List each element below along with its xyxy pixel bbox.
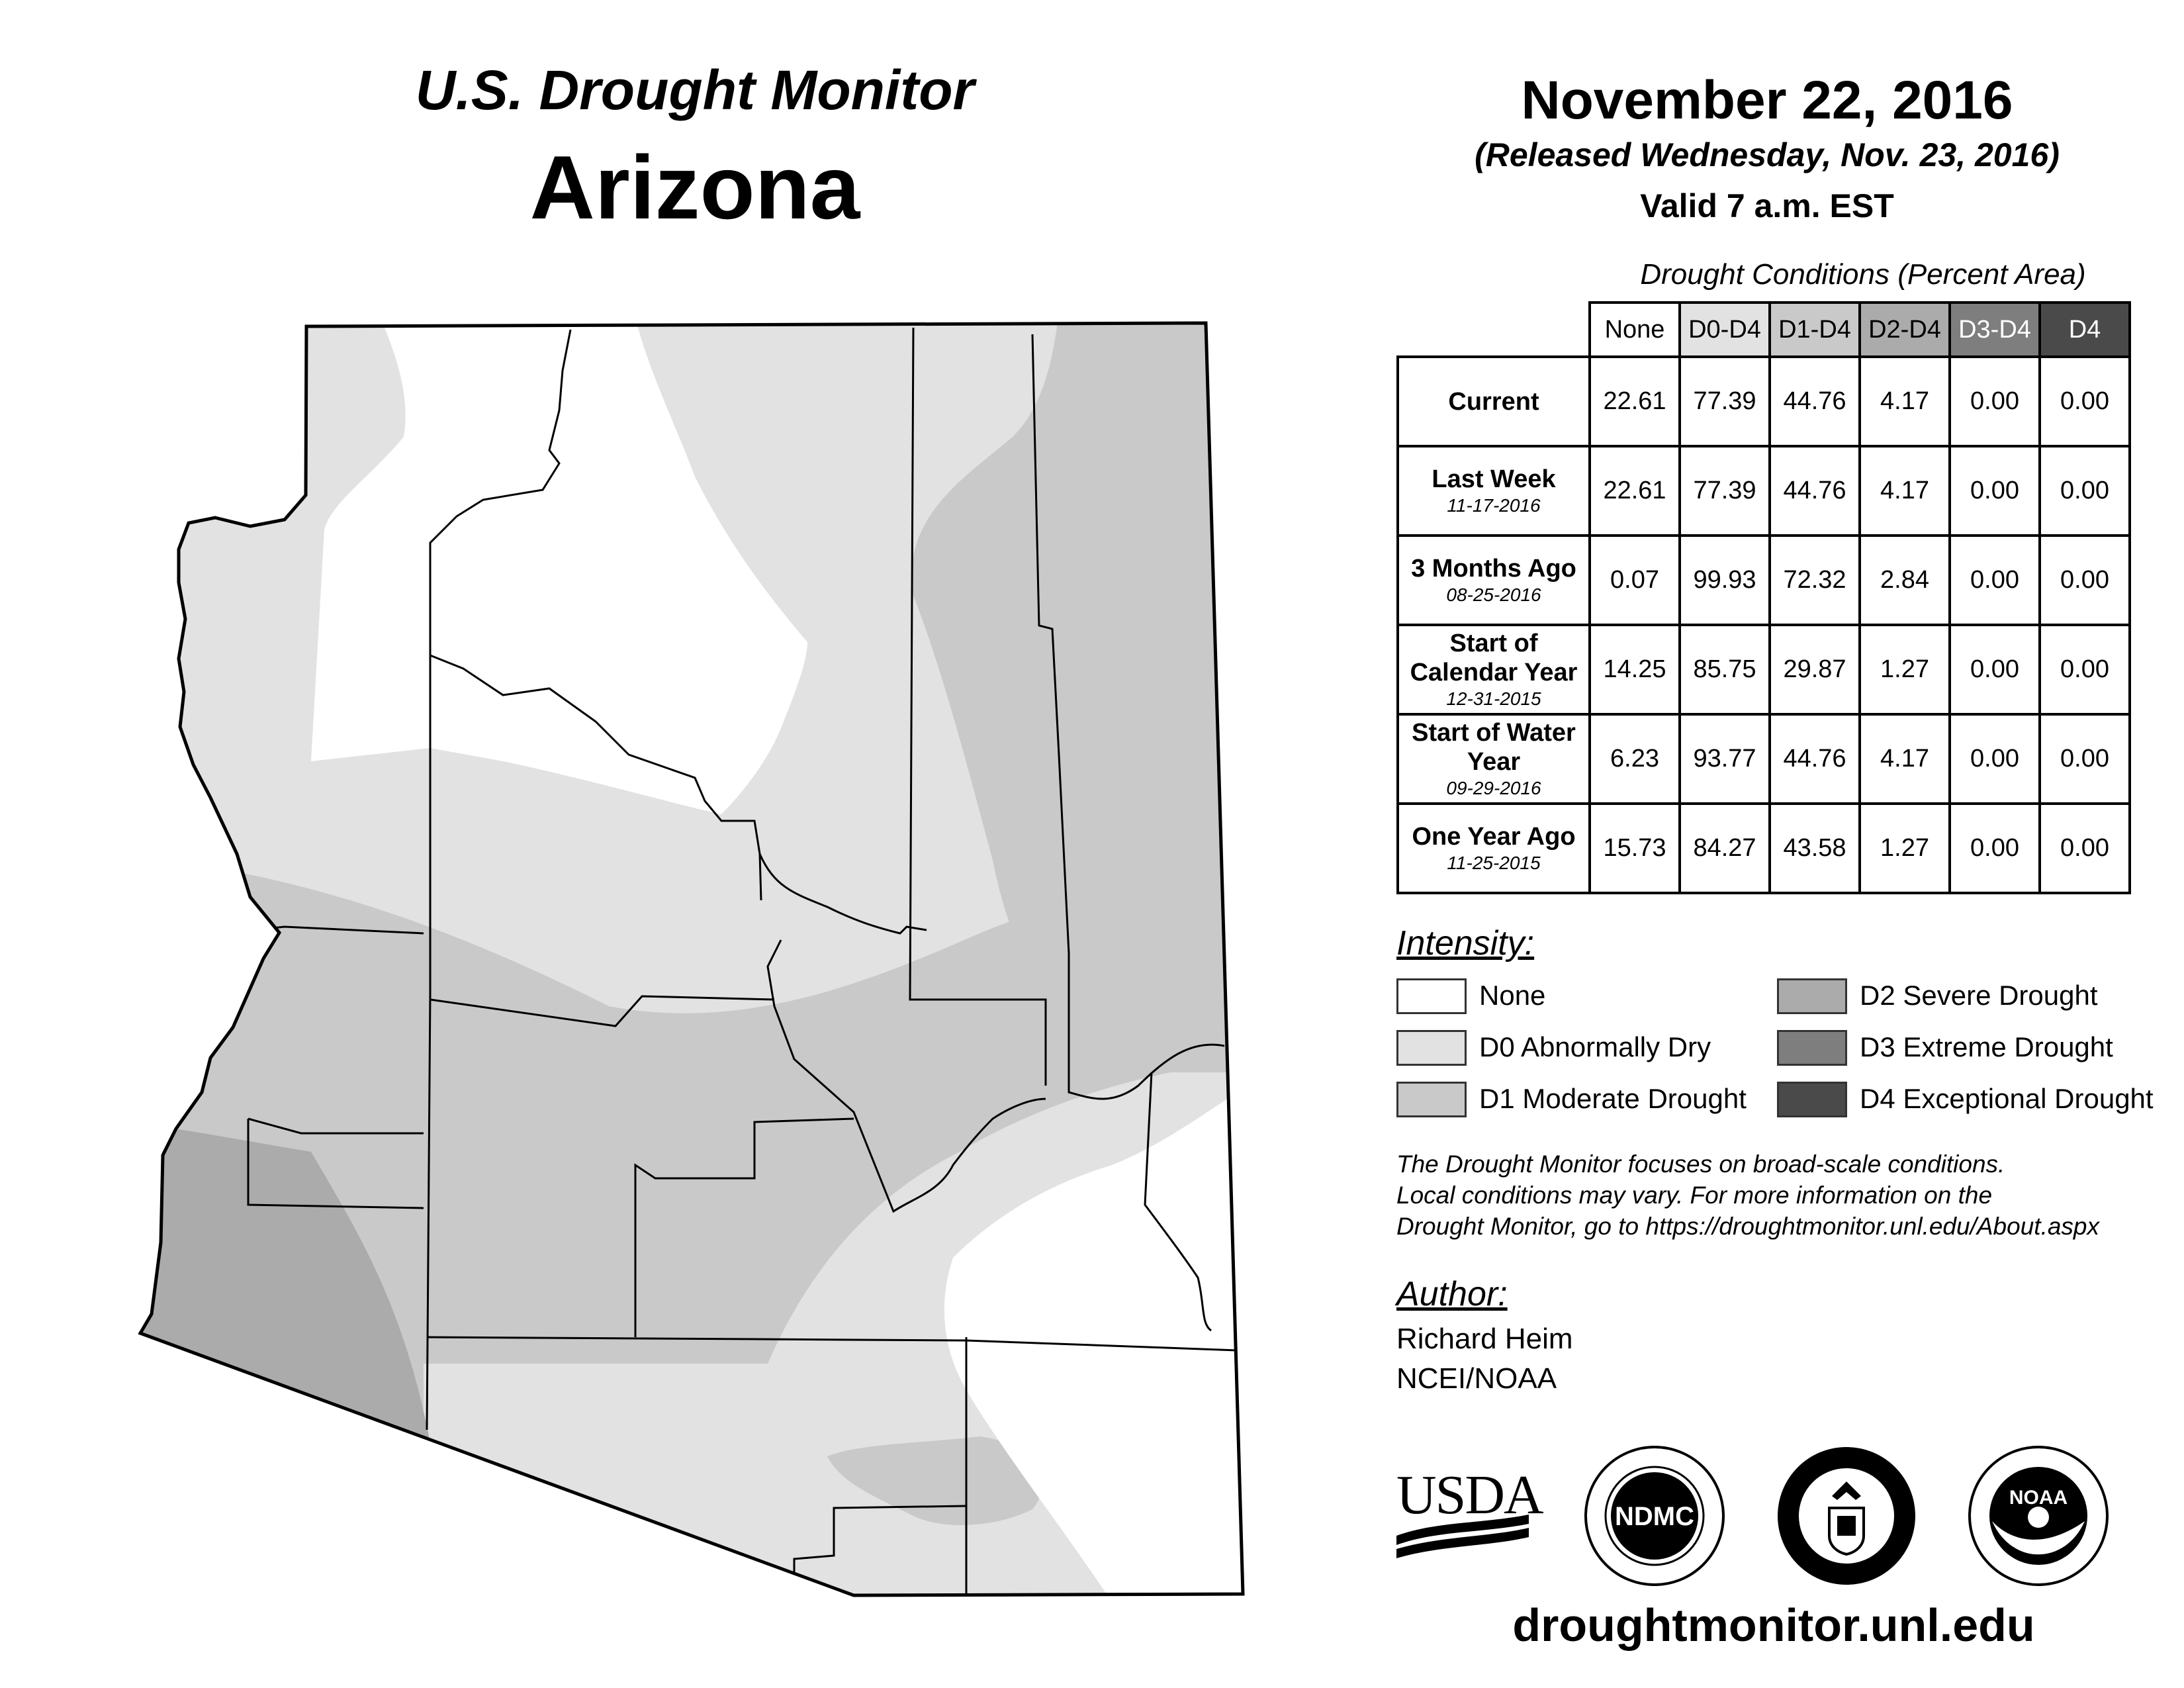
table-cell: 85.75 bbox=[1680, 625, 1770, 714]
column-header: D4 bbox=[2040, 303, 2130, 357]
table-cell: 22.61 bbox=[1590, 446, 1680, 536]
table-cell: 0.00 bbox=[2040, 714, 2130, 804]
disclaimer-note bbox=[1396, 1149, 2158, 1242]
row-label: Start of Calendar Year 12-31-2015 bbox=[1398, 625, 1590, 714]
table-row bbox=[1398, 804, 2130, 893]
table-cell: 77.39 bbox=[1680, 357, 1770, 446]
table-cell: 15.73 bbox=[1590, 804, 1680, 893]
table-cell: 0.07 bbox=[1590, 536, 1680, 625]
table-cell: 44.76 bbox=[1770, 714, 1860, 804]
release-date: (Released Wednesday, Nov. 23, 2016) bbox=[1475, 136, 2060, 173]
table-cell: 6.23 bbox=[1590, 714, 1680, 804]
table-cell: 0.00 bbox=[1950, 804, 2040, 893]
commerce-logo bbox=[1774, 1443, 1919, 1589]
table-caption: Drought Conditions (Percent Area) bbox=[1640, 258, 2086, 291]
row-label: Current bbox=[1398, 357, 1590, 446]
map-date: November 22, 2016 bbox=[1521, 70, 2013, 130]
author-title: Author: bbox=[1396, 1275, 1508, 1313]
table-cell: 43.58 bbox=[1770, 804, 1860, 893]
row-label: Start of Water Year 09-29-2016 bbox=[1398, 714, 1590, 804]
table-cell: 84.27 bbox=[1680, 804, 1770, 893]
noaa-logo bbox=[1966, 1443, 2111, 1589]
column-header: D2-D4 bbox=[1860, 303, 1950, 357]
table-cell: 0.00 bbox=[2040, 357, 2130, 446]
table-cell: 1.27 bbox=[1860, 625, 1950, 714]
legend-label: D1 Moderate Drought bbox=[1479, 1083, 1747, 1114]
column-header: D0-D4 bbox=[1680, 303, 1770, 357]
table-cell: 0.00 bbox=[2040, 446, 2130, 536]
table-cell: 4.17 bbox=[1860, 357, 1950, 446]
drought-conditions-table bbox=[1396, 301, 2131, 894]
table-cell: 1.27 bbox=[1860, 804, 1950, 893]
table-cell: 0.00 bbox=[1950, 714, 2040, 804]
row-label: Last Week 11-17-2016 bbox=[1398, 446, 1590, 536]
table-cell: 4.17 bbox=[1860, 446, 1950, 536]
usda-logo bbox=[1396, 1463, 1543, 1562]
ndmc-logo bbox=[1582, 1443, 1727, 1589]
table-row bbox=[1398, 446, 2130, 536]
note-line: Local conditions may vary. For more information on the bbox=[1396, 1182, 1993, 1209]
legend-swatch bbox=[1396, 1030, 1467, 1066]
table-row bbox=[1398, 357, 2130, 446]
column-header: D3-D4 bbox=[1950, 303, 2040, 357]
column-header: D1-D4 bbox=[1770, 303, 1860, 357]
note-line: The Drought Monitor focuses on broad-scale conditions. bbox=[1396, 1150, 2005, 1178]
table-cell: 22.61 bbox=[1590, 357, 1680, 446]
table-cell: 0.00 bbox=[1950, 536, 2040, 625]
arizona-drought-map bbox=[132, 311, 1257, 1615]
legend-label: None bbox=[1479, 980, 1546, 1011]
table-cell: 99.93 bbox=[1680, 536, 1770, 625]
legend-title: Intensity: bbox=[1396, 924, 1535, 962]
table-cell: 44.76 bbox=[1770, 446, 1860, 536]
table-cell: 0.00 bbox=[1950, 625, 2040, 714]
legend-swatch bbox=[1396, 978, 1467, 1014]
table-row bbox=[1398, 714, 2130, 804]
footer-url[interactable]: droughtmonitor.unl.edu bbox=[1512, 1599, 2035, 1651]
usda-logo-text: USDA bbox=[1396, 1464, 1543, 1526]
ndmc-logo-text: NDMC bbox=[1615, 1502, 1694, 1531]
legend-swatch bbox=[1777, 1082, 1847, 1117]
table-cell: 4.17 bbox=[1860, 714, 1950, 804]
table-cell: 72.32 bbox=[1770, 536, 1860, 625]
author-org: NCEI/NOAA bbox=[1396, 1362, 1557, 1395]
valid-time: Valid 7 a.m. EST bbox=[1640, 187, 1894, 224]
table-cell: 29.87 bbox=[1770, 625, 1860, 714]
row-label: 3 Months Ago 08-25-2016 bbox=[1398, 536, 1590, 625]
author-name: Richard Heim bbox=[1396, 1323, 1573, 1355]
row-label: One Year Ago 11-25-2015 bbox=[1398, 804, 1590, 893]
legend-swatch bbox=[1777, 978, 1847, 1014]
legend-swatch bbox=[1396, 1082, 1467, 1117]
table-cell: 0.00 bbox=[1950, 446, 2040, 536]
legend-label: D4 Exceptional Drought bbox=[1860, 1083, 2154, 1114]
table-cell: 0.00 bbox=[1950, 357, 2040, 446]
table-cell: 2.84 bbox=[1860, 536, 1950, 625]
table-cell: 44.76 bbox=[1770, 357, 1860, 446]
table-corner bbox=[1398, 303, 1590, 357]
usda-logo-waves bbox=[1396, 1463, 1543, 1562]
table-cell: 14.25 bbox=[1590, 625, 1680, 714]
table-cell: 0.00 bbox=[2040, 625, 2130, 714]
table-cell: 0.00 bbox=[2040, 536, 2130, 625]
legend-label: D0 Abnormally Dry bbox=[1479, 1031, 1711, 1062]
table-row bbox=[1398, 625, 2130, 714]
noaa-logo-text: NOAA bbox=[2009, 1487, 2068, 1509]
table-cell: 77.39 bbox=[1680, 446, 1770, 536]
legend-label: D3 Extreme Drought bbox=[1860, 1031, 2113, 1062]
table-cell: 0.00 bbox=[2040, 804, 2130, 893]
table-row bbox=[1398, 536, 2130, 625]
legend-label: D2 Severe Drought bbox=[1860, 980, 2098, 1011]
table-cell: 93.77 bbox=[1680, 714, 1770, 804]
state-title: Arizona bbox=[529, 137, 860, 238]
map-subtitle: U.S. Drought Monitor bbox=[415, 59, 975, 121]
note-line: Drought Monitor, go to https://droughtmonitor.unl.edu/About.aspx bbox=[1396, 1213, 2099, 1240]
legend-swatch bbox=[1777, 1030, 1847, 1066]
column-header: None bbox=[1590, 303, 1680, 357]
